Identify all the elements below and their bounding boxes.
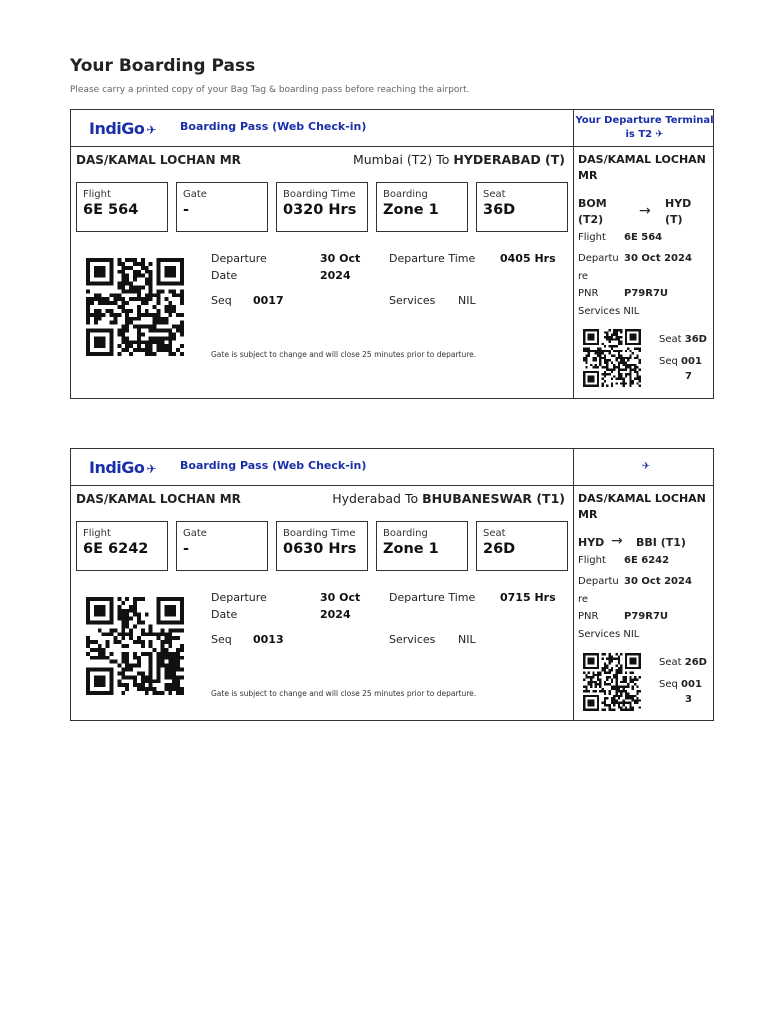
divider: [573, 110, 574, 398]
stub-origin: HYD: [578, 536, 605, 549]
services-label: Services: [389, 633, 436, 646]
departure-date: 30 Oct 2024: [320, 252, 361, 282]
seq-label: Seq: [211, 633, 232, 646]
qr-code: [86, 597, 184, 695]
departure-time: 0405 Hrs: [500, 252, 556, 265]
indigo-logo: IndiGo ✈: [89, 119, 156, 138]
stub-seat: Seat 36D: [659, 334, 707, 345]
divider: [71, 146, 713, 147]
departure-date-label: Departure Date: [211, 252, 267, 282]
seat-box: Seat 26D: [476, 521, 568, 571]
stub-departure-date: 30 Oct 2024: [624, 576, 692, 587]
stub-origin: BOM (T2): [578, 197, 607, 226]
gate-note: Gate is subject to change and will close 25 minutes prior to departure.: [211, 350, 477, 359]
stub-flight-label: Flight: [578, 232, 606, 243]
stub-pnr: P79R7U: [624, 611, 669, 622]
boarding-zone-box: Boarding Zone 1: [376, 182, 468, 232]
arrow-right-icon: →: [639, 203, 651, 219]
gate-box: Gate -: [176, 521, 268, 571]
services-value: NIL: [458, 294, 476, 307]
services-label: Services: [389, 294, 436, 307]
departure-date: 30 Oct 2024: [320, 591, 361, 621]
route: Mumbai (T2) To HYDERABAD (T): [352, 152, 565, 167]
seq-label: Seq: [211, 294, 232, 307]
flight-box: Flight 6E 6242: [76, 521, 168, 571]
stub-services: Services NIL: [578, 306, 640, 317]
stub-departure-date: 30 Oct 2024: [624, 253, 692, 264]
boarding-pass-2: [70, 448, 714, 721]
departure-time-label: Departure Time: [389, 591, 476, 604]
plane-icon: ✈: [641, 461, 651, 472]
stub-qr-code: [583, 653, 641, 711]
departure-time: 0715 Hrs: [500, 591, 556, 604]
departure-terminal-notice: [574, 449, 715, 485]
page-subtitle: Please carry a printed copy of your Bag Tag & boarding pass before reaching the airport.: [70, 85, 470, 95]
flight-box: Flight 6E 564: [76, 182, 168, 232]
stub-flight: 6E 564: [624, 232, 663, 243]
stub-departure-label: Departu re: [578, 253, 619, 282]
stub-passenger-name: DAS/KAMAL LOCHAN MR: [578, 492, 706, 521]
departure-terminal-notice: Your Departure Terminal is T2 ✈: [575, 115, 714, 140]
stub-seat: Seat 26D: [659, 657, 707, 668]
departure-date-label: Departure Date: [211, 591, 267, 621]
stub-seq: Seq 001 3: [659, 679, 702, 705]
stub-destination: BBI (T1): [636, 536, 686, 549]
stub-flight-label: Flight: [578, 555, 606, 566]
stub-pnr-label: PNR: [578, 288, 599, 299]
seq-value: 0013: [253, 633, 284, 646]
stub-pnr-label: PNR: [578, 611, 599, 622]
stub-pnr: P79R7U: [624, 288, 669, 299]
seat-box: Seat 36D: [476, 182, 568, 232]
stub-services: Services NIL: [578, 629, 640, 640]
route: Hyderabad To BHUBANESWAR (T1): [332, 491, 565, 506]
divider: [573, 449, 574, 720]
divider: [71, 485, 713, 486]
pass-header-title: Boarding Pass (Web Check-in): [180, 120, 367, 133]
stub-destination: HYD (T): [665, 197, 692, 226]
qr-code: [86, 258, 184, 356]
stub-flight: 6E 6242: [624, 555, 670, 566]
arrow-right-icon: →: [611, 533, 623, 549]
gate-note: Gate is subject to change and will close 25 minutes prior to departure.: [211, 689, 477, 698]
gate-box: Gate -: [176, 182, 268, 232]
plane-icon: ✈: [655, 129, 664, 140]
stub-departure-label: Departu re: [578, 576, 619, 605]
stub-seq: Seq 001 7: [659, 356, 702, 382]
passenger-name: DAS/KAMAL LOCHAN MR: [76, 153, 241, 167]
stub-passenger-name: DAS/KAMAL LOCHAN MR: [578, 153, 706, 182]
departure-time-label: Departure Time: [389, 252, 476, 265]
boarding-pass-1: [70, 109, 714, 399]
page-title: Your Boarding Pass: [70, 56, 256, 76]
seq-value: 0017: [253, 294, 284, 307]
pass-header-title: Boarding Pass (Web Check-in): [180, 459, 367, 472]
passenger-name: DAS/KAMAL LOCHAN MR: [76, 492, 241, 506]
plane-icon: ✈: [146, 462, 156, 476]
boarding-zone-box: Boarding Zone 1: [376, 521, 468, 571]
services-value: NIL: [458, 633, 476, 646]
boarding-time-box: Boarding Time 0630 Hrs: [276, 521, 368, 571]
boarding-time-box: Boarding Time 0320 Hrs: [276, 182, 368, 232]
stub-qr-code: [583, 329, 641, 387]
indigo-logo: IndiGo ✈: [89, 458, 156, 477]
plane-icon: ✈: [146, 123, 156, 137]
